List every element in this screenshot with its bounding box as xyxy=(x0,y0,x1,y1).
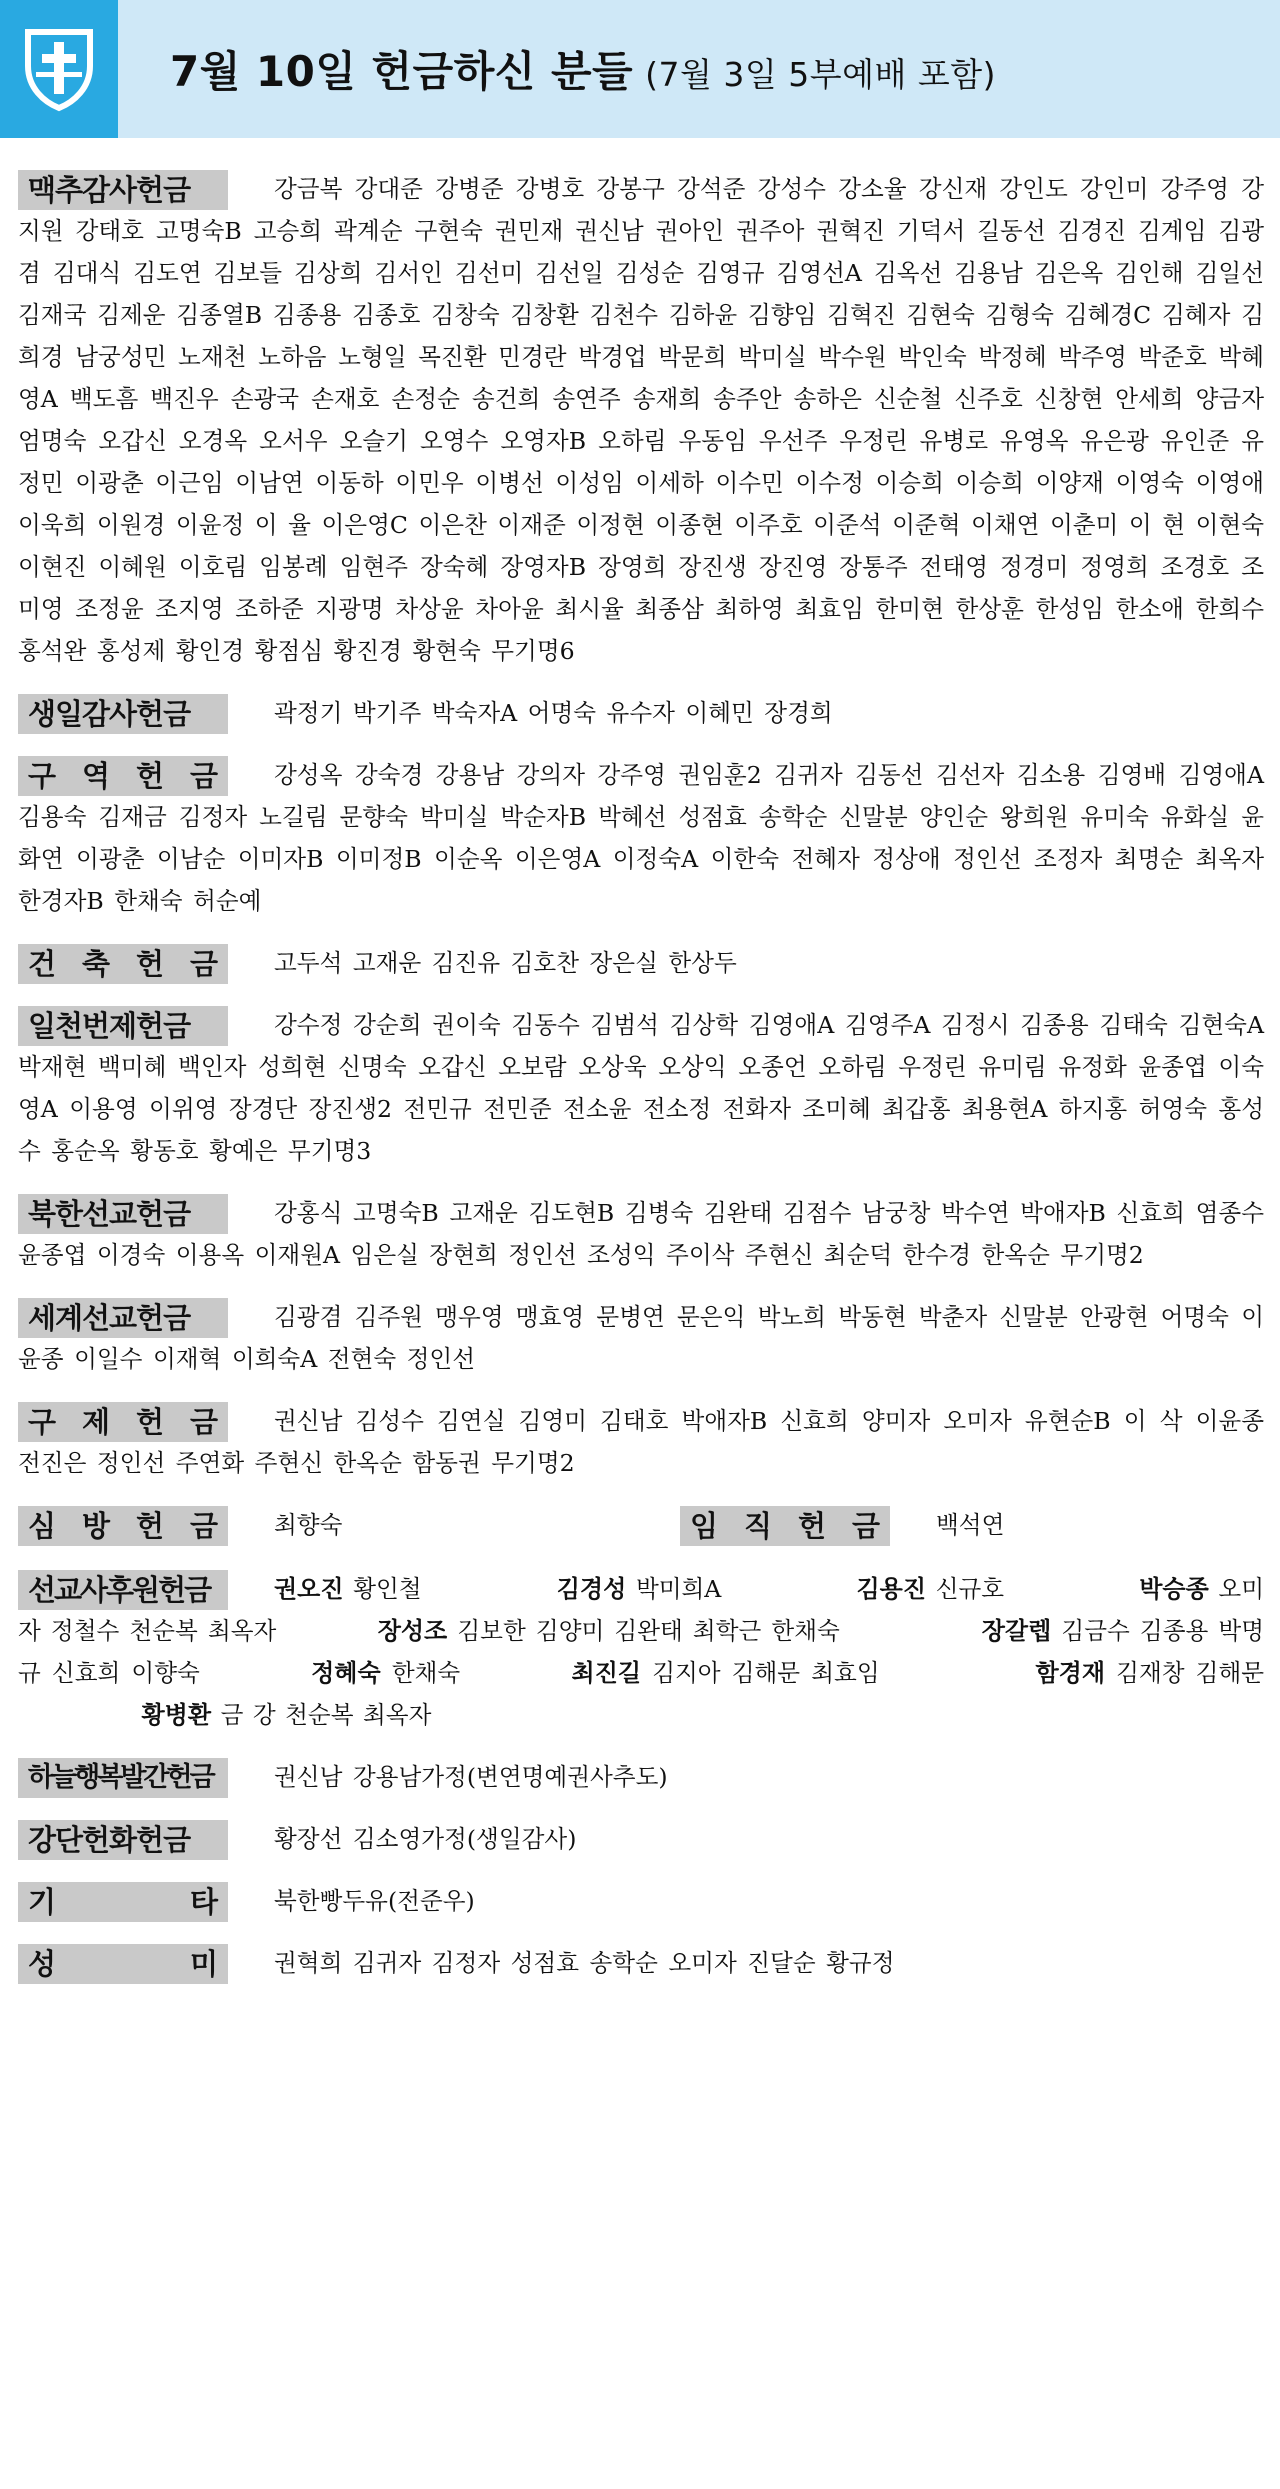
offering-list xyxy=(18,168,1264,2004)
section-row-visitation-ordination xyxy=(18,1504,1264,1548)
section-label: 하늘행복발간헌금 xyxy=(18,1758,228,1798)
label-char: 금 xyxy=(189,1509,218,1543)
label-char: 직 xyxy=(743,1509,772,1543)
section-label xyxy=(18,944,228,984)
label-char: 헌 xyxy=(135,759,164,793)
label-char: 구 xyxy=(28,759,57,793)
label-char: 성 xyxy=(28,1947,57,1981)
title-subtitle: (7월 3일 5부예배 포함) xyxy=(645,55,996,94)
label-char: 헌 xyxy=(135,1405,164,1439)
label-char: 금 xyxy=(189,947,218,981)
label-char: 심 xyxy=(28,1509,57,1543)
donor-names: 북한빵두유(전준우) xyxy=(274,1887,475,1915)
section-north-korea-mission xyxy=(18,1192,1264,1276)
label-char: 임 xyxy=(690,1509,719,1543)
donor-names: 김광겸 김주원 맹우영 맹효영 문병연 문은익 박노희 박동현 박춘자 신말분 안광현 어명숙 이윤종 이일수 이재혁 이희숙A 전현숙 정인선 xyxy=(18,1303,1264,1373)
section-district xyxy=(18,754,1264,922)
section-birthday xyxy=(18,692,1264,734)
label-char: 헌 xyxy=(135,947,164,981)
label-char: 축 xyxy=(81,947,110,981)
section-publication xyxy=(18,1756,1264,1798)
supporter-names: 신규호 xyxy=(935,1575,1005,1603)
church-logo xyxy=(0,0,118,138)
missionary-name: 권오진 xyxy=(274,1575,344,1603)
donor-names: 강성옥 강숙경 강용남 강의자 강주영 권임훈2 김귀자 김동선 김선자 김소용 김영배 김영애A 김용숙 김재금 김정자 노길림 문향숙 박미실 박순자B 박혜선 성점효 송학순 신말분 양인순 왕희원 유미숙 유화실 윤화연 이광춘 이남순 이미자B 이미정B 이순옥 이은영A 이정숙A 이한숙 전혜자 정상애 정인선 조정자 최명순 최옥자 한경자B 한채숙 허순예 xyxy=(18,761,1264,915)
supporter-names: 금 강 천순복 최옥자 xyxy=(220,1701,432,1729)
section-relief xyxy=(18,1400,1264,1484)
donor-names: 권신남 김성수 김연실 김영미 김태호 박애자B 신효희 양미자 오미자 유현순B 이 삭 이윤종 전진은 정인선 주연화 주현신 한옥순 함동권 무기명2 xyxy=(18,1407,1265,1477)
label-char: 구 xyxy=(28,1405,57,1439)
label-char: 방 xyxy=(81,1509,110,1543)
section-building xyxy=(18,942,1264,984)
donor-names: 강금복 강대준 강병준 강병호 강봉구 강석준 강성수 강소율 강신재 강인도 강인미 강주영 강지원 강태호 고명숙B 고승희 곽계순 구현숙 권민재 권신남 권아인 권주아 권혁진 기덕서 길동선 김경진 김계임 김광겸 김대식 김도연 김보들 김상희 김서인 김선미 김선일 김성순 김영규 김영선A 김옥선 김용남 김은옥 김인해 김일선 김재국 김제운 김종열B 김종용 김종호 김창숙 김창환 김천수 김하윤 김향임 김혁진 김현숙 김형숙 김혜경C 김혜자 김희경 남궁성민 노재천 노하음 노형일 목진환 민경란 박경업 박문희 박미실 박수원 박인숙 박정혜 박주영 박준호 박혜영A 백도흠 백진우 손광국 손재호 손정순 송건희 송연주 송재희 송주안 송하은 신순철 신주호 신창현 안세희 양금자 엄명숙 오갑신 오경옥 오서우 오슬기 오영수 오영자B 오하림 우동임 우선주 우정린 유병로 유영옥 유은광 유인준 유정민 이광춘 이근임 이남연 이동하 이민우 이병선 이성임 이세하 이수민 이수정 이승희 이승희 이양재 이영숙 이영애 이욱희 이원경 이윤정 이 율 이은영C 이은찬 이재준 이정현 이종현 이주호 이준석 이준혁 이채연 이춘미 이 현 이현숙 이현진 이혜원 이호림 임봉례 임현주 장숙혜 장영자B 장영희 장진생 장진영 장통주 전태영 정경미 정영희 조경호 조미영 조정윤 조지영 조하준 지광명 차상윤 차아윤 최시율 최종삼 최하영 최효임 한미현 한상훈 한성임 한소애 한희수 홍석완 홍성제 황인경 황점심 황진경 황현숙 무기명6 xyxy=(18,175,1264,665)
section-label xyxy=(680,1506,890,1546)
section-label: 세계선교헌금 xyxy=(18,1298,228,1338)
donor-names: 곽정기 박기주 박숙자A 어명숙 유수자 이혜민 장경희 xyxy=(274,699,833,727)
donor-names: 강홍식 고명숙B 고재운 김도현B 김병숙 김완태 김점수 남궁창 박수연 박애자B 신효희 염종수 윤종엽 이경숙 이용옥 이재원A 임은실 장현희 정인선 조성익 주이삭 주현신 최순덕 한수경 한옥순 무기명2 xyxy=(18,1199,1264,1269)
section-thanksgiving xyxy=(18,168,1264,672)
missionary-name: 함경재 xyxy=(1035,1659,1106,1687)
section-pulpit-flowers xyxy=(18,1818,1264,1860)
section-label: 북한선교헌금 xyxy=(18,1194,228,1234)
section-world-mission xyxy=(18,1296,1264,1380)
supporter-names: 오미자 정철수 천순복 최옥자 xyxy=(18,1575,1265,1645)
section-label: 강단헌화헌금 xyxy=(18,1820,228,1860)
page-header xyxy=(0,0,1280,138)
section-label xyxy=(18,1402,228,1442)
label-char: 헌 xyxy=(135,1509,164,1543)
label-char: 금 xyxy=(189,1405,218,1439)
donor-names: 권신남 강용남가정(변연명예권사추도) xyxy=(274,1763,668,1791)
label-char: 건 xyxy=(28,947,57,981)
supporter-names: 김지아 김해문 최효임 xyxy=(652,1659,880,1687)
section-other xyxy=(18,1880,1264,1922)
donor-names: 최향숙 xyxy=(274,1511,343,1539)
label-char: 제 xyxy=(81,1405,110,1439)
section-rice xyxy=(18,1942,1264,1984)
section-label: 선교사후원헌금 xyxy=(18,1570,228,1610)
label-char: 헌 xyxy=(797,1509,826,1543)
supporter-names: 박미희A xyxy=(635,1575,722,1603)
supporter-names: 김보한 김양미 김완태 최학근 한채숙 xyxy=(457,1617,840,1645)
section-label: 생일감사헌금 xyxy=(18,694,228,734)
title-main: 7월 10일 헌금하신 분들 xyxy=(170,47,634,96)
donor-names: 고두석 고재운 김진유 김호찬 장은실 한상두 xyxy=(274,949,737,977)
missionary-name: 박승종 xyxy=(1139,1575,1209,1603)
supporter-names: 황인철 xyxy=(353,1575,422,1603)
donor-names: 권혁희 김귀자 김정자 성점효 송학순 오미자 진달순 황규정 xyxy=(274,1949,895,1977)
section-label xyxy=(18,756,228,796)
missionary-name: 장갈렙 xyxy=(981,1617,1052,1645)
section-label: 일천번제헌금 xyxy=(18,1006,228,1046)
cross-shield-icon xyxy=(22,26,96,112)
missionary-name: 김경성 xyxy=(556,1575,627,1603)
supporter-names: 김재창 김해문 xyxy=(1116,1659,1265,1687)
section-label xyxy=(18,1944,228,1984)
missionary-name: 최진길 xyxy=(571,1659,642,1687)
page-title xyxy=(170,39,996,99)
section-label xyxy=(18,1506,228,1546)
donor-names: 백석연 xyxy=(936,1511,1005,1539)
missionary-name: 황병환 xyxy=(141,1701,212,1729)
section-label xyxy=(18,1882,228,1922)
label-char: 금 xyxy=(851,1509,880,1543)
label-char: 타 xyxy=(189,1885,218,1919)
label-char: 미 xyxy=(189,1947,218,1981)
label-char: 금 xyxy=(189,759,218,793)
missionary-name: 장성조 xyxy=(377,1617,448,1645)
section-ilcheon xyxy=(18,1004,1264,1172)
section-label: 맥추감사헌금 xyxy=(18,170,228,210)
missionary-name: 정혜숙 xyxy=(311,1659,381,1687)
section-missionary-support xyxy=(18,1568,1264,1736)
label-char: 역 xyxy=(81,759,110,793)
donor-names: 황장선 김소영가정(생일감사) xyxy=(274,1825,577,1853)
label-char: 기 xyxy=(28,1885,57,1919)
donor-names: 강수정 강순희 권이숙 김동수 김범석 김상학 김영애A 김영주A 김정시 김종용 김태숙 김현숙A 박재현 백미혜 백인자 성희현 신명숙 오갑신 오보람 오상욱 오상익 오종언 오하림 우정린 유미림 유정화 윤종엽 이숙영A 이용영 이위영 장경단 장진생2 전민규 전민준 전소윤 전소정 전화자 조미혜 최갑홍 최용현A 하지홍 허영숙 홍성수 홍순옥 황동호 황예은 무기명3 xyxy=(18,1011,1264,1165)
supporter-names: 한채숙 xyxy=(391,1659,461,1687)
missionary-name: 김용진 xyxy=(856,1575,927,1603)
supporter-names: 김금수 김종용 박명규 신효희 이향숙 xyxy=(18,1617,1265,1687)
